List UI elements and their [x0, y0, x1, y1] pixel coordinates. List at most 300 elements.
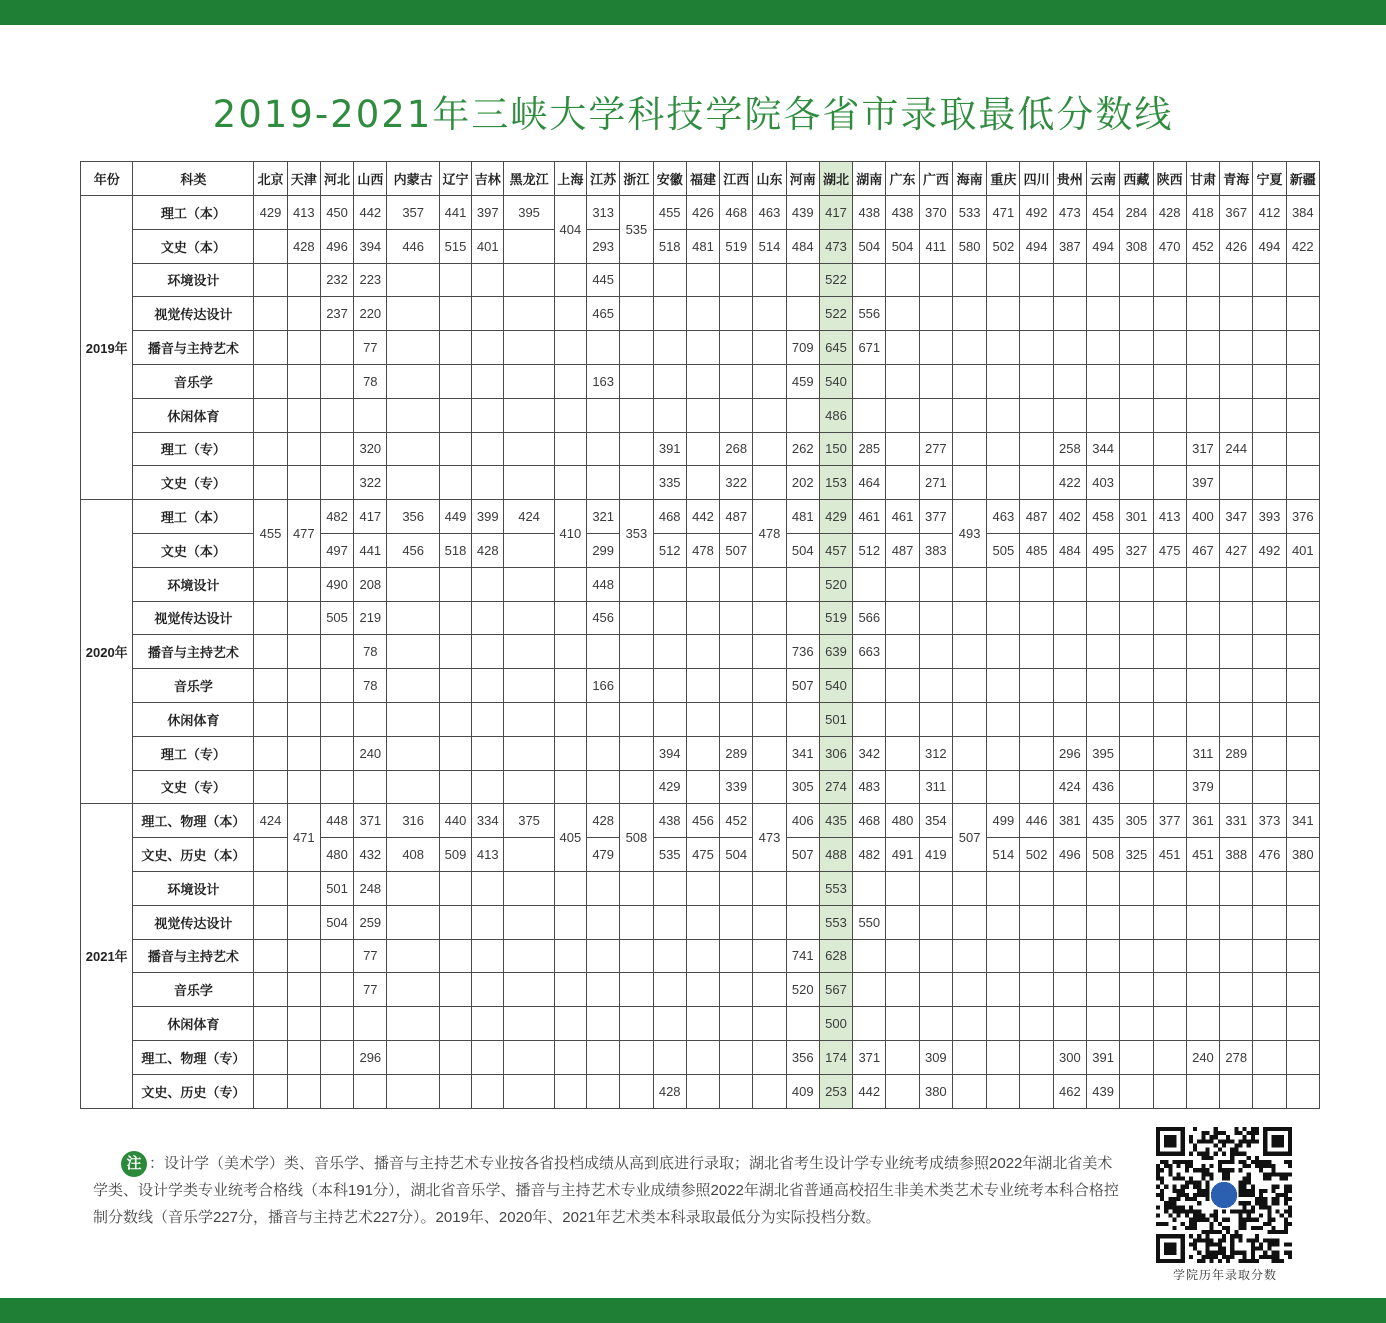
score-cell: 486: [819, 398, 852, 432]
score-cell: [1087, 331, 1120, 365]
score-cell: [1186, 905, 1219, 939]
score-cell: [287, 331, 320, 365]
score-cell: [952, 567, 986, 601]
score-cell: [320, 770, 353, 804]
score-cell: [886, 331, 919, 365]
score-cell: 442: [686, 500, 719, 534]
score-cell: [1253, 939, 1286, 973]
score-cell: [504, 702, 554, 736]
score-cell: 455: [254, 500, 287, 568]
header-province: 西藏: [1120, 162, 1153, 196]
score-cell: [504, 838, 554, 872]
score-cell: 467: [1186, 533, 1219, 567]
header-province: 内蒙古: [387, 162, 439, 196]
score-cell: 317: [1186, 432, 1219, 466]
year-cell: 2021年: [81, 804, 133, 1108]
category-cell: 休闲体育: [133, 702, 254, 736]
score-cell: [1153, 263, 1186, 297]
score-cell: [1220, 601, 1253, 635]
score-cell: [254, 229, 287, 263]
score-cell: [287, 669, 320, 703]
score-cell: [504, 871, 554, 905]
score-cell: [1286, 364, 1319, 398]
score-cell: 381: [1053, 804, 1086, 838]
score-cell: [886, 736, 919, 770]
score-cell: [554, 567, 586, 601]
score-cell: [686, 905, 719, 939]
category-cell: 环境设计: [133, 263, 254, 297]
category-cell: 文史（本）: [133, 229, 254, 263]
score-cell: [653, 702, 686, 736]
score-cell: 163: [587, 364, 620, 398]
score-cell: [653, 1040, 686, 1074]
score-cell: 493: [952, 500, 986, 568]
table-row: [81, 669, 1320, 703]
score-cell: [1253, 669, 1286, 703]
score-cell: [472, 973, 504, 1007]
score-cell: [1220, 905, 1253, 939]
score-cell: [1020, 331, 1053, 365]
score-cell: [472, 398, 504, 432]
score-cell: 377: [1153, 804, 1186, 838]
table-row: [81, 364, 1320, 398]
score-cell: 344: [1087, 432, 1120, 466]
score-cell: [1053, 905, 1086, 939]
score-cell: [1253, 364, 1286, 398]
score-cell: [620, 702, 653, 736]
score-cell: 296: [1053, 736, 1086, 770]
category-cell: 休闲体育: [133, 398, 254, 432]
score-cell: [254, 770, 287, 804]
table-row: [81, 770, 1320, 804]
score-cell: [472, 1040, 504, 1074]
score-cell: 301: [1120, 500, 1153, 534]
score-cell: 248: [354, 871, 387, 905]
score-cell: [1186, 1007, 1219, 1041]
score-cell: 305: [1120, 804, 1153, 838]
score-cell: [720, 939, 753, 973]
header-province: 海南: [952, 162, 986, 196]
score-cell: [439, 1007, 471, 1041]
score-cell: [1153, 905, 1186, 939]
score-cell: [653, 263, 686, 297]
score-cell: [1253, 1040, 1286, 1074]
score-cell: [952, 398, 986, 432]
header-province: 吉林: [472, 162, 504, 196]
score-cell: [587, 331, 620, 365]
score-cell: [620, 364, 653, 398]
top-green-bar: [0, 0, 1386, 25]
score-cell: [753, 364, 786, 398]
score-cell: [987, 905, 1020, 939]
score-cell: [886, 398, 919, 432]
score-cell: [1053, 973, 1086, 1007]
score-cell: 354: [919, 804, 952, 838]
score-cell: [1087, 364, 1120, 398]
score-cell: [1020, 635, 1053, 669]
score-cell: 488: [819, 838, 852, 872]
score-cell: [1253, 601, 1286, 635]
score-cell: [720, 702, 753, 736]
score-cell: [853, 939, 886, 973]
score-cell: [653, 939, 686, 973]
score-cell: [554, 331, 586, 365]
score-cell: [254, 702, 287, 736]
table-header-row: [81, 162, 1320, 196]
score-cell: [1153, 364, 1186, 398]
score-cell: [720, 669, 753, 703]
table-row: [81, 229, 1320, 263]
score-cell: [853, 669, 886, 703]
score-cell: [1186, 263, 1219, 297]
score-cell: 504: [720, 838, 753, 872]
score-cell: 494: [1253, 229, 1286, 263]
score-cell: 339: [720, 770, 753, 804]
score-cell: [952, 702, 986, 736]
score-cell: [620, 432, 653, 466]
score-cell: [1220, 1074, 1253, 1108]
score-cell: 391: [1087, 1040, 1120, 1074]
category-cell: 视觉传达设计: [133, 905, 254, 939]
score-cell: [254, 567, 287, 601]
score-cell: [1053, 297, 1086, 331]
score-cell: [1020, 1074, 1053, 1108]
score-cell: [254, 1074, 287, 1108]
score-cell: [1253, 466, 1286, 500]
score-cell: [686, 973, 719, 1007]
score-cell: [620, 567, 653, 601]
score-cell: [620, 263, 653, 297]
score-cell: [1286, 736, 1319, 770]
score-cell: [472, 567, 504, 601]
score-cell: [853, 364, 886, 398]
score-cell: [686, 702, 719, 736]
score-cell: [1120, 871, 1153, 905]
score-cell: [1053, 263, 1086, 297]
score-cell: [1120, 466, 1153, 500]
score-cell: 519: [819, 601, 852, 635]
score-cell: [287, 364, 320, 398]
score-cell: [287, 905, 320, 939]
score-cell: [1220, 466, 1253, 500]
score-cell: 475: [686, 838, 719, 872]
score-cell: [753, 871, 786, 905]
score-cell: 487: [720, 500, 753, 534]
score-cell: 436: [1087, 770, 1120, 804]
score-cell: 462: [1053, 1074, 1086, 1108]
score-cell: [320, 973, 353, 1007]
score-cell: [653, 669, 686, 703]
score-cell: 475: [1153, 533, 1186, 567]
category-cell: 视觉传达设计: [133, 297, 254, 331]
category-cell: 文史、历史（专）: [133, 1074, 254, 1108]
score-cell: 492: [1020, 196, 1053, 230]
score-cell: [387, 939, 439, 973]
score-cell: 457: [819, 533, 852, 567]
score-cell: 404: [554, 196, 586, 264]
score-cell: [1020, 567, 1053, 601]
score-cell: [886, 297, 919, 331]
score-cell: [1120, 736, 1153, 770]
score-cell: [1286, 770, 1319, 804]
table-row: [81, 905, 1320, 939]
score-cell: [620, 297, 653, 331]
score-cell: [1220, 263, 1253, 297]
score-cell: 289: [1220, 736, 1253, 770]
score-cell: 353: [620, 500, 653, 568]
score-cell: [472, 939, 504, 973]
score-cell: [987, 1040, 1020, 1074]
score-cell: 429: [254, 196, 287, 230]
score-cell: [1020, 297, 1053, 331]
score-cell: [720, 973, 753, 1007]
category-cell: 理工、物理（专）: [133, 1040, 254, 1074]
score-cell: [554, 466, 586, 500]
score-cell: [786, 398, 819, 432]
score-cell: [686, 398, 719, 432]
score-cell: 308: [1120, 229, 1153, 263]
score-cell: 293: [587, 229, 620, 263]
score-cell: [1186, 635, 1219, 669]
score-cell: 501: [320, 871, 353, 905]
score-cell: [1186, 331, 1219, 365]
score-cell: [620, 669, 653, 703]
score-cell: 258: [1053, 432, 1086, 466]
score-cell: [1020, 871, 1053, 905]
score-cell: [287, 567, 320, 601]
score-cell: [720, 567, 753, 601]
header-province: 北京: [254, 162, 287, 196]
score-cell: 422: [1286, 229, 1319, 263]
score-cell: 311: [1186, 736, 1219, 770]
header-province: 湖南: [853, 162, 886, 196]
score-cell: 77: [354, 939, 387, 973]
score-cell: [620, 1007, 653, 1041]
score-cell: 504: [320, 905, 353, 939]
score-cell: [952, 466, 986, 500]
score-cell: 426: [686, 196, 719, 230]
header-province: 广东: [886, 162, 919, 196]
score-cell: 505: [987, 533, 1020, 567]
score-cell: [1153, 669, 1186, 703]
category-cell: 理工（专）: [133, 432, 254, 466]
score-cell: 419: [919, 838, 952, 872]
score-cell: [686, 770, 719, 804]
score-cell: 478: [753, 500, 786, 568]
category-cell: 文史（专）: [133, 466, 254, 500]
score-cell: [1120, 702, 1153, 736]
score-cell: [554, 364, 586, 398]
score-cell: [753, 736, 786, 770]
score-cell: 383: [919, 533, 952, 567]
score-cell: [254, 1007, 287, 1041]
year-cell: 2019年: [81, 196, 133, 500]
score-cell: [1153, 1074, 1186, 1108]
score-cell: [387, 432, 439, 466]
score-cell: 253: [819, 1074, 852, 1108]
score-cell: 371: [853, 1040, 886, 1074]
score-cell: 556: [853, 297, 886, 331]
score-cell: [472, 263, 504, 297]
score-cell: 518: [439, 533, 471, 567]
score-cell: [439, 263, 471, 297]
score-cell: [1053, 669, 1086, 703]
score-cell: [753, 567, 786, 601]
score-cell: 473: [1053, 196, 1086, 230]
score-cell: [1120, 905, 1153, 939]
header-province: 重庆: [987, 162, 1020, 196]
table-row: [81, 263, 1320, 297]
score-cell: [1286, 939, 1319, 973]
score-cell: [287, 601, 320, 635]
table-row: [81, 1074, 1320, 1108]
score-cell: 522: [819, 297, 852, 331]
score-cell: [919, 905, 952, 939]
score-cell: [1120, 1040, 1153, 1074]
score-cell: 709: [786, 331, 819, 365]
score-cell: 262: [786, 432, 819, 466]
score-cell: [1120, 567, 1153, 601]
score-cell: 514: [987, 838, 1020, 872]
score-cell: [653, 601, 686, 635]
score-cell: [720, 601, 753, 635]
score-cell: 468: [720, 196, 753, 230]
score-cell: 394: [653, 736, 686, 770]
score-cell: 309: [919, 1040, 952, 1074]
score-cell: 403: [1087, 466, 1120, 500]
score-cell: [1220, 331, 1253, 365]
header-province: 广西: [919, 162, 952, 196]
score-cell: [1253, 905, 1286, 939]
score-cell: [1286, 905, 1319, 939]
score-cell: 553: [819, 905, 852, 939]
score-cell: 393: [1253, 500, 1286, 534]
score-cell: [1020, 364, 1053, 398]
score-cell: 507: [720, 533, 753, 567]
score-cell: [952, 1074, 986, 1108]
score-cell: [1087, 1007, 1120, 1041]
score-cell: [254, 973, 287, 1007]
score-cell: [587, 398, 620, 432]
score-cell: [1220, 939, 1253, 973]
score-cell: 320: [354, 432, 387, 466]
score-cell: [753, 635, 786, 669]
score-cell: 487: [886, 533, 919, 567]
score-cell: [387, 702, 439, 736]
score-cell: [1053, 939, 1086, 973]
score-cell: [472, 297, 504, 331]
score-cell: [853, 1007, 886, 1041]
score-cell: [472, 466, 504, 500]
score-cell: [287, 1074, 320, 1108]
score-cell: [1186, 601, 1219, 635]
score-cell: [504, 973, 554, 1007]
score-cell: 473: [819, 229, 852, 263]
category-cell: 环境设计: [133, 871, 254, 905]
score-cell: [1087, 297, 1120, 331]
score-cell: 519: [720, 229, 753, 263]
score-cell: [686, 466, 719, 500]
score-cell: [620, 466, 653, 500]
score-cell: [952, 669, 986, 703]
score-cell: [1120, 297, 1153, 331]
header-province: 甘肃: [1186, 162, 1219, 196]
score-cell: [1020, 263, 1053, 297]
score-cell: [1053, 702, 1086, 736]
score-cell: [886, 871, 919, 905]
score-cell: [472, 1007, 504, 1041]
score-cell: [1120, 1007, 1153, 1041]
score-cell: 481: [686, 229, 719, 263]
score-cell: [439, 1040, 471, 1074]
score-cell: 450: [320, 196, 353, 230]
score-cell: [786, 263, 819, 297]
score-cell: [1120, 1074, 1153, 1108]
score-cell: 522: [819, 263, 852, 297]
score-cell: 331: [1220, 804, 1253, 838]
score-cell: [387, 331, 439, 365]
score-cell: 502: [987, 229, 1020, 263]
score-cell: 400: [1186, 500, 1219, 534]
score-cell: [387, 669, 439, 703]
score-cell: 451: [1153, 838, 1186, 872]
score-cell: [1087, 669, 1120, 703]
score-cell: [686, 1040, 719, 1074]
score-cell: [720, 364, 753, 398]
score-cell: [587, 1007, 620, 1041]
score-cell: [1020, 1007, 1053, 1041]
score-cell: [1020, 973, 1053, 1007]
score-cell: [753, 973, 786, 1007]
score-cell: [254, 939, 287, 973]
score-cell: 379: [1186, 770, 1219, 804]
score-cell: [620, 331, 653, 365]
score-cell: [1286, 1040, 1319, 1074]
score-cell: 411: [919, 229, 952, 263]
score-cell: 580: [952, 229, 986, 263]
score-cell: 428: [587, 804, 620, 838]
score-cell: [472, 601, 504, 635]
score-cell: [952, 770, 986, 804]
score-cell: [587, 466, 620, 500]
score-cell: 78: [354, 635, 387, 669]
score-cell: [554, 669, 586, 703]
score-cell: [987, 973, 1020, 1007]
score-cell: [504, 567, 554, 601]
score-cell: [554, 939, 586, 973]
score-cell: [620, 1074, 653, 1108]
score-cell: [254, 364, 287, 398]
score-cell: [1253, 871, 1286, 905]
score-cell: 461: [853, 500, 886, 534]
score-cell: 429: [653, 770, 686, 804]
header-province: 宁夏: [1253, 162, 1286, 196]
score-cell: [987, 635, 1020, 669]
score-cell: [1087, 635, 1120, 669]
score-cell: [1253, 973, 1286, 1007]
score-cell: [987, 1074, 1020, 1108]
score-cell: 371: [354, 804, 387, 838]
score-cell: [987, 702, 1020, 736]
score-cell: 237: [320, 297, 353, 331]
score-cell: [1153, 567, 1186, 601]
score-cell: [720, 635, 753, 669]
score-cell: [952, 432, 986, 466]
table-row: [81, 635, 1320, 669]
score-cell: 452: [1186, 229, 1219, 263]
score-cell: [354, 398, 387, 432]
score-cell: 289: [720, 736, 753, 770]
